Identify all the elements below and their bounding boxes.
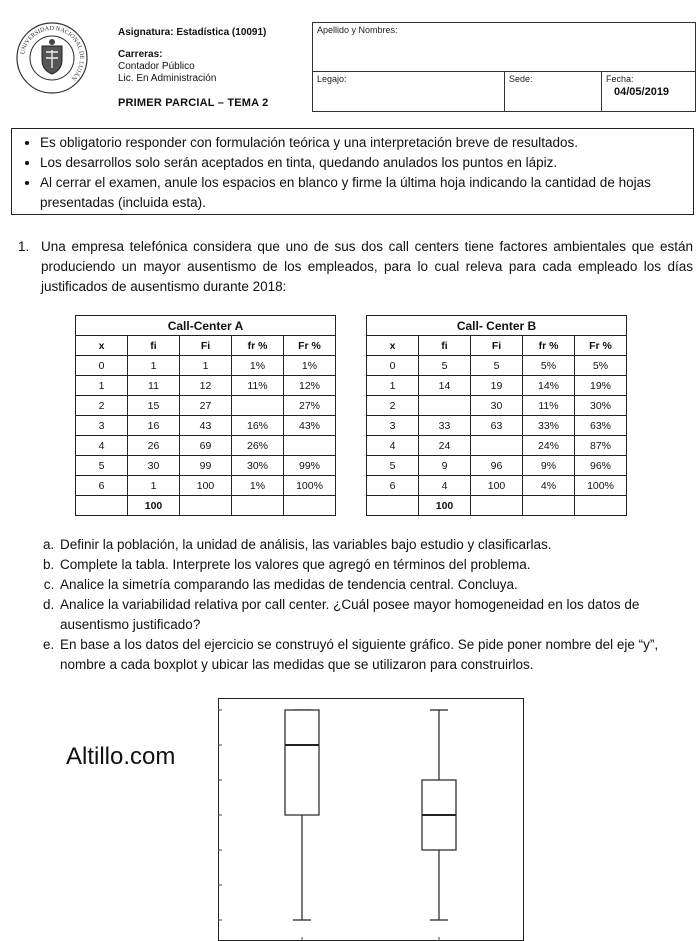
question-text: Una empresa telefónica considera que uno de sus dos call centers tiene factores ambientales que están produciendo un mayor ausentismo de los empleados, para lo cual releva para cada empleado los días justificados de ausentismo durante 2018: [41,239,693,294]
legajo-label: Legajo: [317,74,347,84]
table-cell: 100 [180,476,232,496]
table-row [76,436,336,456]
fecha-label: Fecha: [606,74,634,84]
table-cell: 63 [471,416,523,436]
svg-text:UNIVERSIDAD NACIONAL DE LUJÁN: UNIVERSIDAD NACIONAL DE LUJÁN [19,24,86,82]
table-row [367,416,627,436]
table-cell: 33 [419,416,471,436]
blank-cell [180,496,232,516]
column-header: Fi [180,336,232,356]
table-cell: 1% [232,476,284,496]
table-cell: 3 [367,416,419,436]
table-cell: 19% [575,376,627,396]
subquestion-a: a. Definir la población, la unidad de análisis, las variables bajo estudio y clasificarlas. [58,535,696,555]
table-cell: 96% [575,456,627,476]
table-cell: 30% [232,456,284,476]
table-row [76,376,336,396]
subquestion-e: e. En base a los datos del ejercicio se construyó el siguiente gráfico. Se pide poner nombre del eje “y”, nombre a cada boxplot y ubicar las medidas que se utilizaron para construirlos. [58,635,696,675]
table-cell: 1 [180,356,232,376]
table-cell: 3 [76,416,128,436]
column-header: Fr % [575,336,627,356]
table-cell: 1% [232,356,284,376]
table-cell: 27 [180,396,232,416]
table-cell: 1 [367,376,419,396]
table-cell: 96 [471,456,523,476]
question-number: 1. [18,239,30,254]
table-title: Call- Center B [367,316,627,336]
table-row [76,456,336,476]
blank-cell[interactable] [419,396,471,416]
subquestion-d: d. Analice la variabilidad relativa por call center. ¿Cuál posee mayor homogeneidad en los datos de ausentismo justificado? [58,595,696,635]
column-header: fi [419,336,471,356]
table-cell: 19 [471,376,523,396]
column-header: fr % [232,336,284,356]
table-cell: 9 [419,456,471,476]
table-cell: 100 [471,476,523,496]
total-row [367,496,627,516]
blank-cell [367,496,419,516]
table-row [367,476,627,496]
instruction-item: • Los desarrollos solo serán aceptados en tinta, quedando anulados los puntos en lápiz. [40,153,685,173]
table-cell: 63% [575,416,627,436]
table-cell: 2 [76,396,128,416]
table-cell: 100% [575,476,627,496]
plot-frame [219,699,524,941]
column-header: x [76,336,128,356]
table-cell: 6 [367,476,419,496]
table-cell: 99% [284,456,336,476]
column-header: x [367,336,419,356]
sede-label: Sede: [509,74,533,84]
table-cell: 4 [419,476,471,496]
blank-cell [523,496,575,516]
column-header: fr % [523,336,575,356]
table-cell: 0 [76,356,128,376]
table-row [76,416,336,436]
column-header: Fi [471,336,523,356]
table-cell: 14% [523,376,575,396]
table-cell: 43% [284,416,336,436]
table-cell: 16% [232,416,284,436]
table-cell: 4 [76,436,128,456]
fecha-field[interactable] [601,71,696,112]
table-cell: 0 [367,356,419,376]
table-cell: 11 [128,376,180,396]
boxplot-chart [218,698,524,941]
table-call-center-b [366,315,627,516]
table-cell: 24% [523,436,575,456]
blank-cell [284,496,336,516]
table-cell: 5% [575,356,627,376]
table-cell: 24 [419,436,471,456]
table-cell: 30 [128,456,180,476]
table-cell: 1% [284,356,336,376]
table-row [76,476,336,496]
table-cell: 5 [367,456,419,476]
table-cell: 5 [471,356,523,376]
total-row [76,496,336,516]
table-cell: 15 [128,396,180,416]
asignatura-text: Asignatura: Estadística (10091) [118,27,267,38]
table-cell: 16 [128,416,180,436]
column-header: Fr % [284,336,336,356]
legajo-field[interactable] [312,71,505,112]
fecha-value: 04/05/2019 [614,86,670,98]
sede-field[interactable] [504,71,602,112]
watermark-text: Altillo.com [66,743,176,770]
table-row [367,356,627,376]
table-cell: 4% [523,476,575,496]
table-row [367,456,627,476]
table-row [367,436,627,456]
table-cell: 99 [180,456,232,476]
instruction-item: • Es obligatorio responder con formulación teórica y una interpretación breve de resultados. [40,133,685,153]
subquestions [36,535,696,675]
table-title: Call-Center A [76,316,336,336]
blank-cell[interactable] [471,436,523,456]
table-row [367,396,627,416]
carrera-contador: Contador Público [118,61,195,72]
table-cell: 11% [523,396,575,416]
table-cell: 26% [232,436,284,456]
instructions-box [11,128,694,215]
subquestion-c: c. Analice la simetría comparando las medidas de tendencia central. Concluya. [58,575,696,595]
instruction-item: • Al cerrar el examen, anule los espacios en blanco y firme la última hoja indicando la cantidad de hojas presentadas (incluida esta). [40,173,685,213]
subquestion-b: b. Complete la tabla. Interprete los valores que agregó en términos del problema. [58,555,696,575]
total-cell: 100 [419,496,471,516]
table-cell: 27% [284,396,336,416]
blank-cell [575,496,627,516]
table-cell: 14 [419,376,471,396]
table-cell: 12% [284,376,336,396]
table-cell: 100% [284,476,336,496]
column-header: fi [128,336,180,356]
table-cell: 26 [128,436,180,456]
blank-cell[interactable] [284,436,336,456]
table-cell: 4 [367,436,419,456]
table-cell: 5 [76,456,128,476]
table-cell: 5% [523,356,575,376]
table-cell: 30% [575,396,627,416]
table-cell: 1 [128,356,180,376]
table-cell: 30 [471,396,523,416]
university-seal [16,22,88,94]
carreras-label: Carreras: [118,49,163,60]
table-cell: 1 [76,376,128,396]
blank-cell [76,496,128,516]
table-cell: 1 [128,476,180,496]
blank-cell [471,496,523,516]
total-cell: 100 [128,496,180,516]
table-cell: 6 [76,476,128,496]
apellido-label: Apellido y Nombres: [317,25,398,35]
table-cell: 33% [523,416,575,436]
table-cell: 87% [575,436,627,456]
table-cell: 12 [180,376,232,396]
carrera-administracion: Lic. En Administración [118,73,217,84]
table-cell: 2 [367,396,419,416]
box-iqr [285,710,319,815]
apellido-field[interactable] [312,22,696,72]
blank-cell [232,496,284,516]
exam-title: PRIMER PARCIAL – TEMA 2 [118,97,269,109]
table-cell: 11% [232,376,284,396]
table-row [367,376,627,396]
table-cell: 43 [180,416,232,436]
table-row [76,356,336,376]
table-cell: 5 [419,356,471,376]
table-cell: 69 [180,436,232,456]
table-cell: 9% [523,456,575,476]
blank-cell[interactable] [232,396,284,416]
table-call-center-a [75,315,336,516]
table-row [76,396,336,416]
